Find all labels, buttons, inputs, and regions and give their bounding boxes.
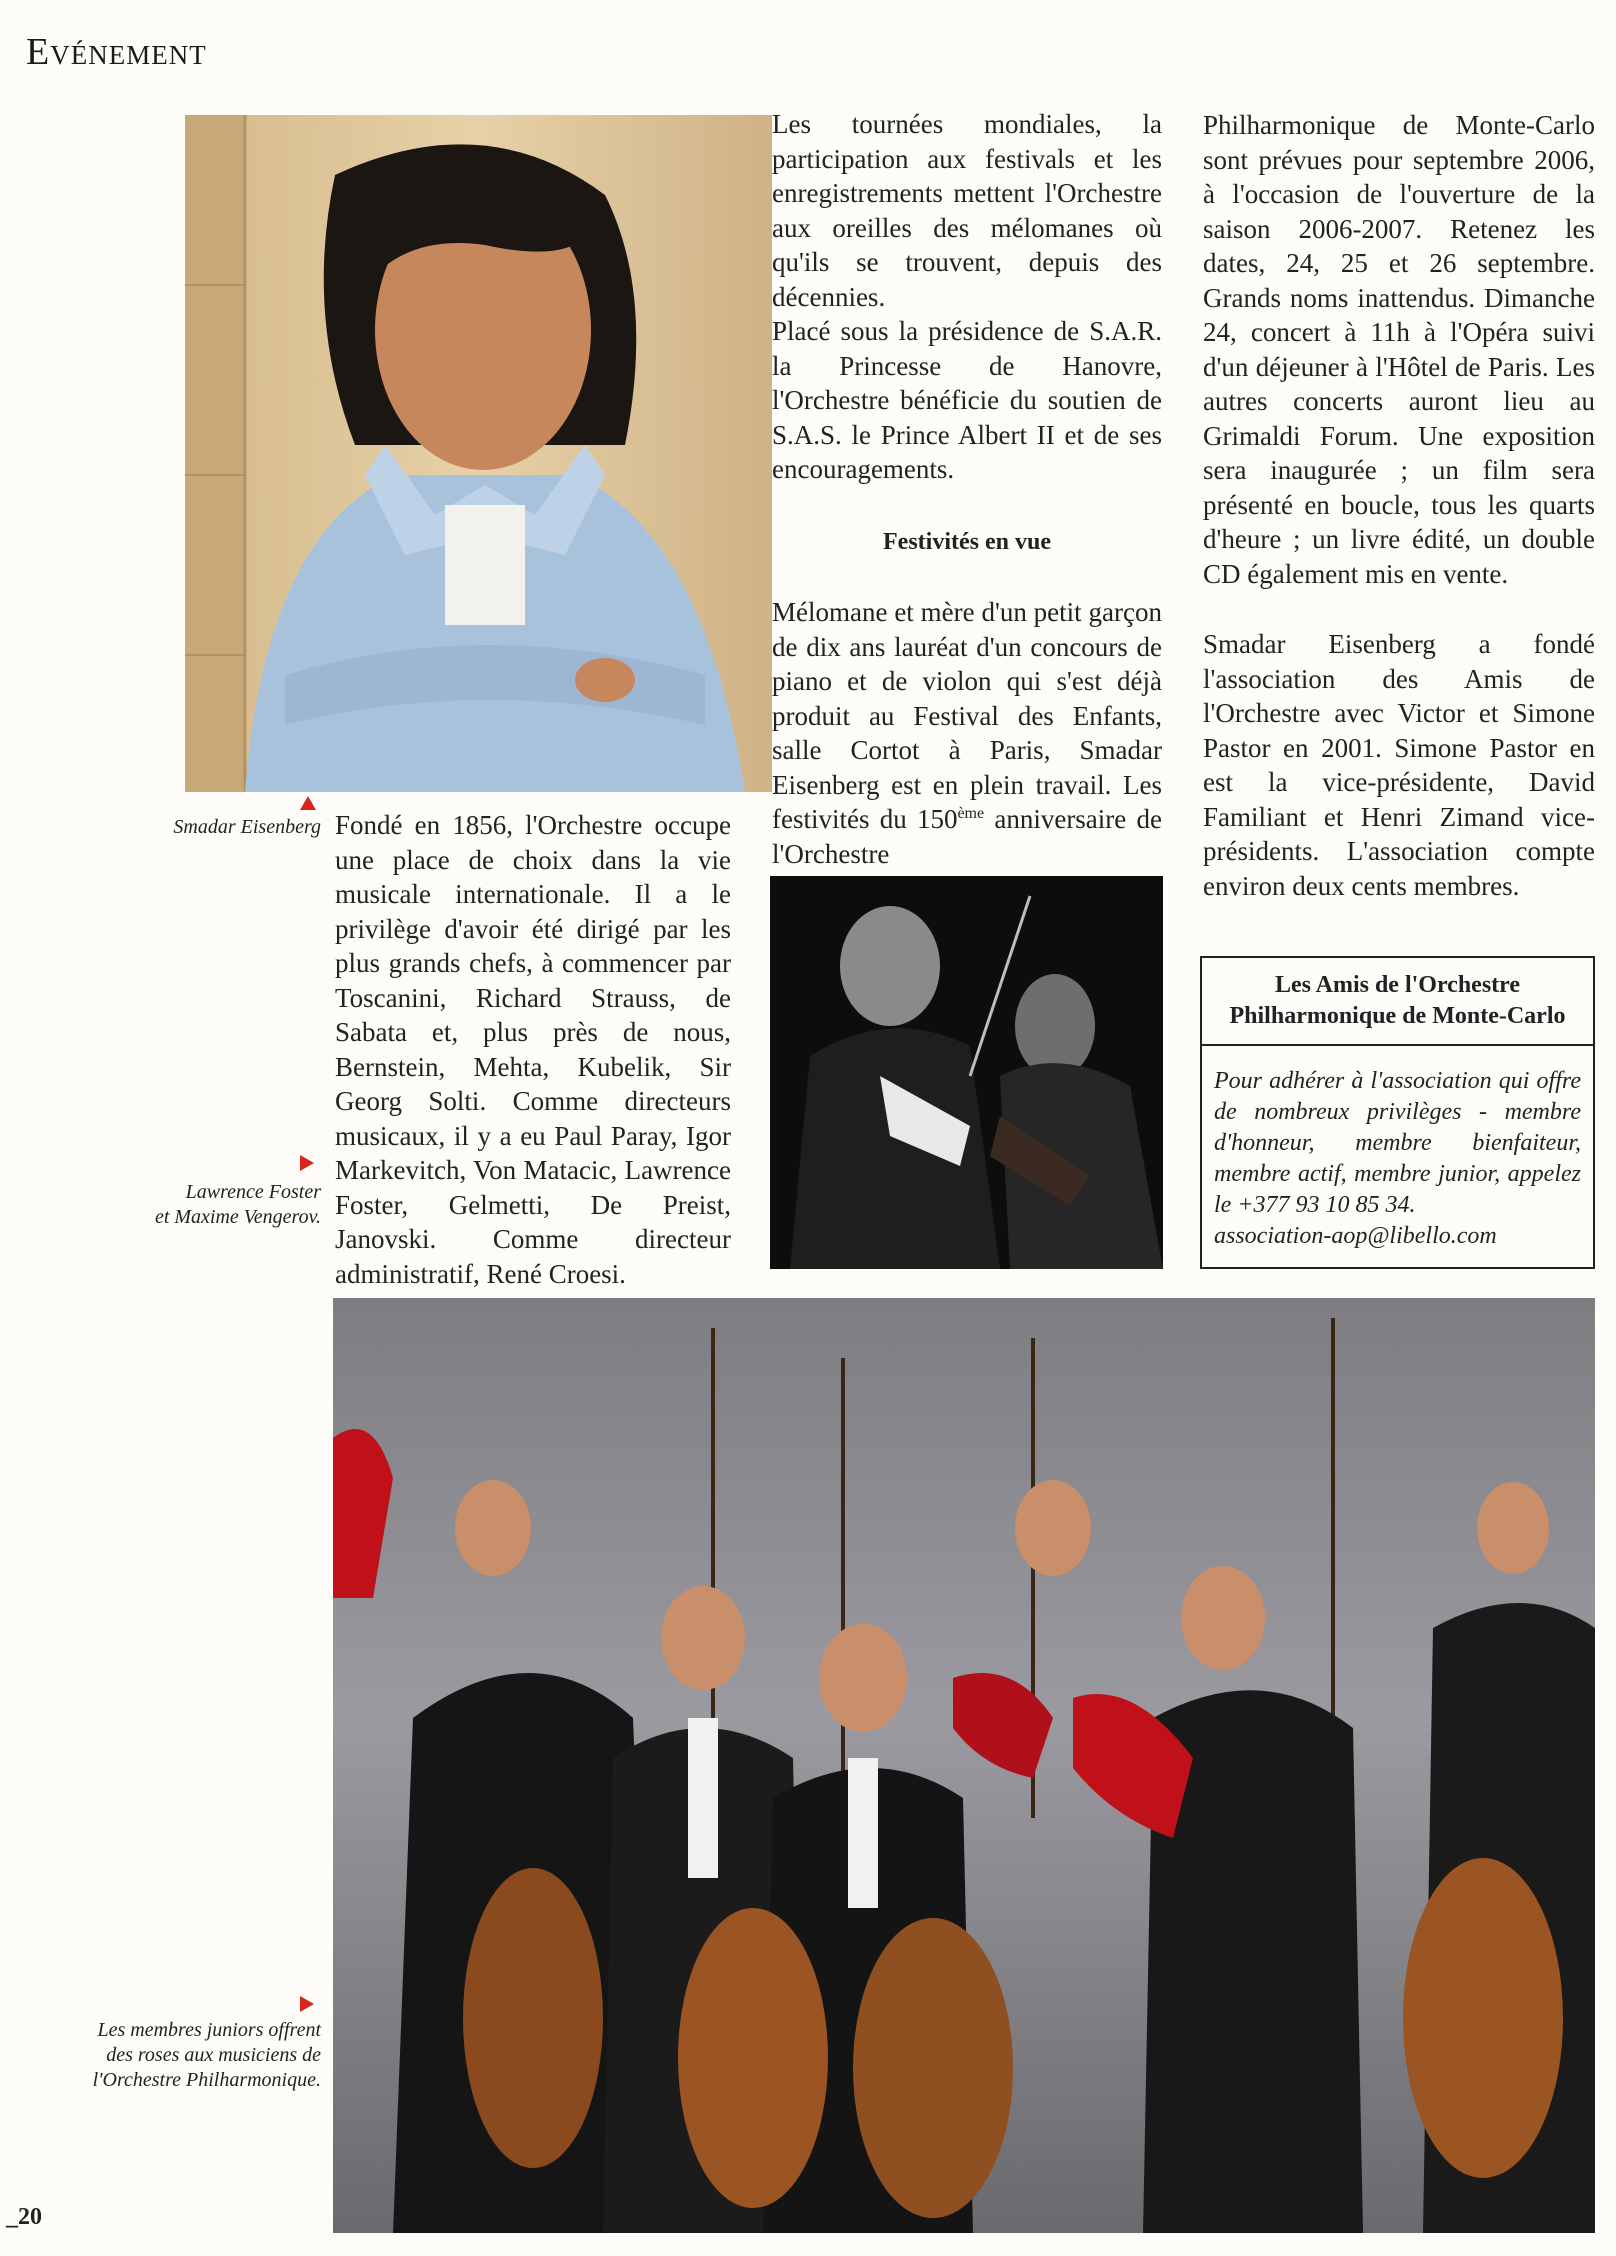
orchestra-photo <box>333 1298 1595 2233</box>
paragraph: Placé sous la présidence de S.A.R. la Princesse de Hanovre, l'Orchestre bénéficie du soutien de S.A.S. le Prince Albert II et de ses encouragements. <box>772 316 1162 484</box>
info-box-text: Pour adhérer à l'association qui offre de nombreux privilèges - membre d'honneur, membre bienfaiteur, membre actif, membre junior, appelez le +377 93 10 85 34. <box>1214 1068 1581 1218</box>
paragraph: Les tournées mondiales, la participation aux festivals et les enregistrements mettent l'Orchestre aux oreilles des mélomanes où qu'ils se trouvent, depuis des décennies. <box>772 109 1162 312</box>
info-box-title-line: Philharmonique de Monte-Carlo <box>1229 1003 1566 1029</box>
email-link[interactable]: association-aop@libello.com <box>1214 1223 1497 1249</box>
portrait-photo <box>185 115 772 792</box>
info-box-title-line: Les Amis de l'Orchestre <box>1274 972 1521 998</box>
paragraph-text: Mélomane et mère d'un petit garçon de dix ans lauréat d'un concours de piano et de violon qui s'est déjà produit au Festival des Enfants, salle Cortot à Paris, Smadar Eisenberg est en plein travail. Les festivités du 150 <box>772 597 1162 834</box>
page-number: _20 <box>6 2204 42 2230</box>
paragraph: Fondé en 1856, l'Orchestre occupe une place de choix dans la vie musicale internationale. Il a le privilège d'avoir été dirigé par les plus grands chefs, à commencer par Toscanini, Richard Strauss, de Sabata et, plus près de nous, Bernstein, Mehta, Kubelik, Sir Georg Solti. Comme directeurs musicaux, il y a eu Paul Paray, Igor Markevitch, Von Matacic, Lawrence Foster, Gelmetti, De Preist, Janovski. Comme directeur administratif, René Croesi. <box>335 810 731 1289</box>
column-middle <box>772 107 1162 871</box>
conductor-caption <box>60 1180 321 1230</box>
caption-line: des roses aux musiciens de <box>106 2044 321 2066</box>
portrait-caption: Smadar Eisenberg <box>173 816 321 838</box>
info-box-title <box>1202 958 1593 1032</box>
info-box <box>1200 956 1595 1269</box>
caption-line: Les membres juniors offrent <box>97 2019 321 2041</box>
caption-line: l'Orchestre Philharmonique. <box>92 2069 321 2091</box>
caption-arrow-icon <box>300 796 316 815</box>
paragraph: Smadar Eisenberg a fondé l'association des Amis de l'Orchestre avec Victor et Simone Pastor en 2001. Simone Pastor en est la vice-présidente, David Familiant et Henri Zimand vice-présidents. L'association compte environ deux cents membres. <box>1203 629 1595 901</box>
caption-arrow-icon <box>300 1996 314 2017</box>
caption-arrow-icon <box>300 1155 314 1176</box>
info-box-body <box>1202 1046 1593 1252</box>
superscript: ème <box>957 805 985 822</box>
subheading: Festivités en vue <box>883 528 1051 555</box>
orchestra-caption <box>20 2018 321 2093</box>
paragraph-text: anniversaire de l'Orchestre <box>772 804 1162 869</box>
column-right <box>1203 108 1595 903</box>
paragraph <box>772 595 1162 871</box>
paragraph: Philharmonique de Monte-Carlo sont prévues pour septembre 2006, à l'occasion de l'ouverture de la saison 2006-2007. Retenez les dates, 24, 25 et 26 septembre. Grands noms inattendus. Dimanche 24, concert à 11h à l'Opéra suivi d'un déjeuner à l'Hôtel de Paris. Les autres concerts auront lieu au Grimaldi Forum. Une exposition sera inaugurée ; un film sera présenté en boucle, tous les quarts d'heure ; un livre édité, un double CD également mis en vente. <box>1203 110 1595 589</box>
conductor-photo <box>770 876 1163 1269</box>
caption-line: et Maxime Vengerov. <box>154 1206 321 1228</box>
section-title: Evénement <box>26 31 207 73</box>
caption-line: Lawrence Foster <box>185 1181 321 1203</box>
column-left <box>335 808 731 1291</box>
